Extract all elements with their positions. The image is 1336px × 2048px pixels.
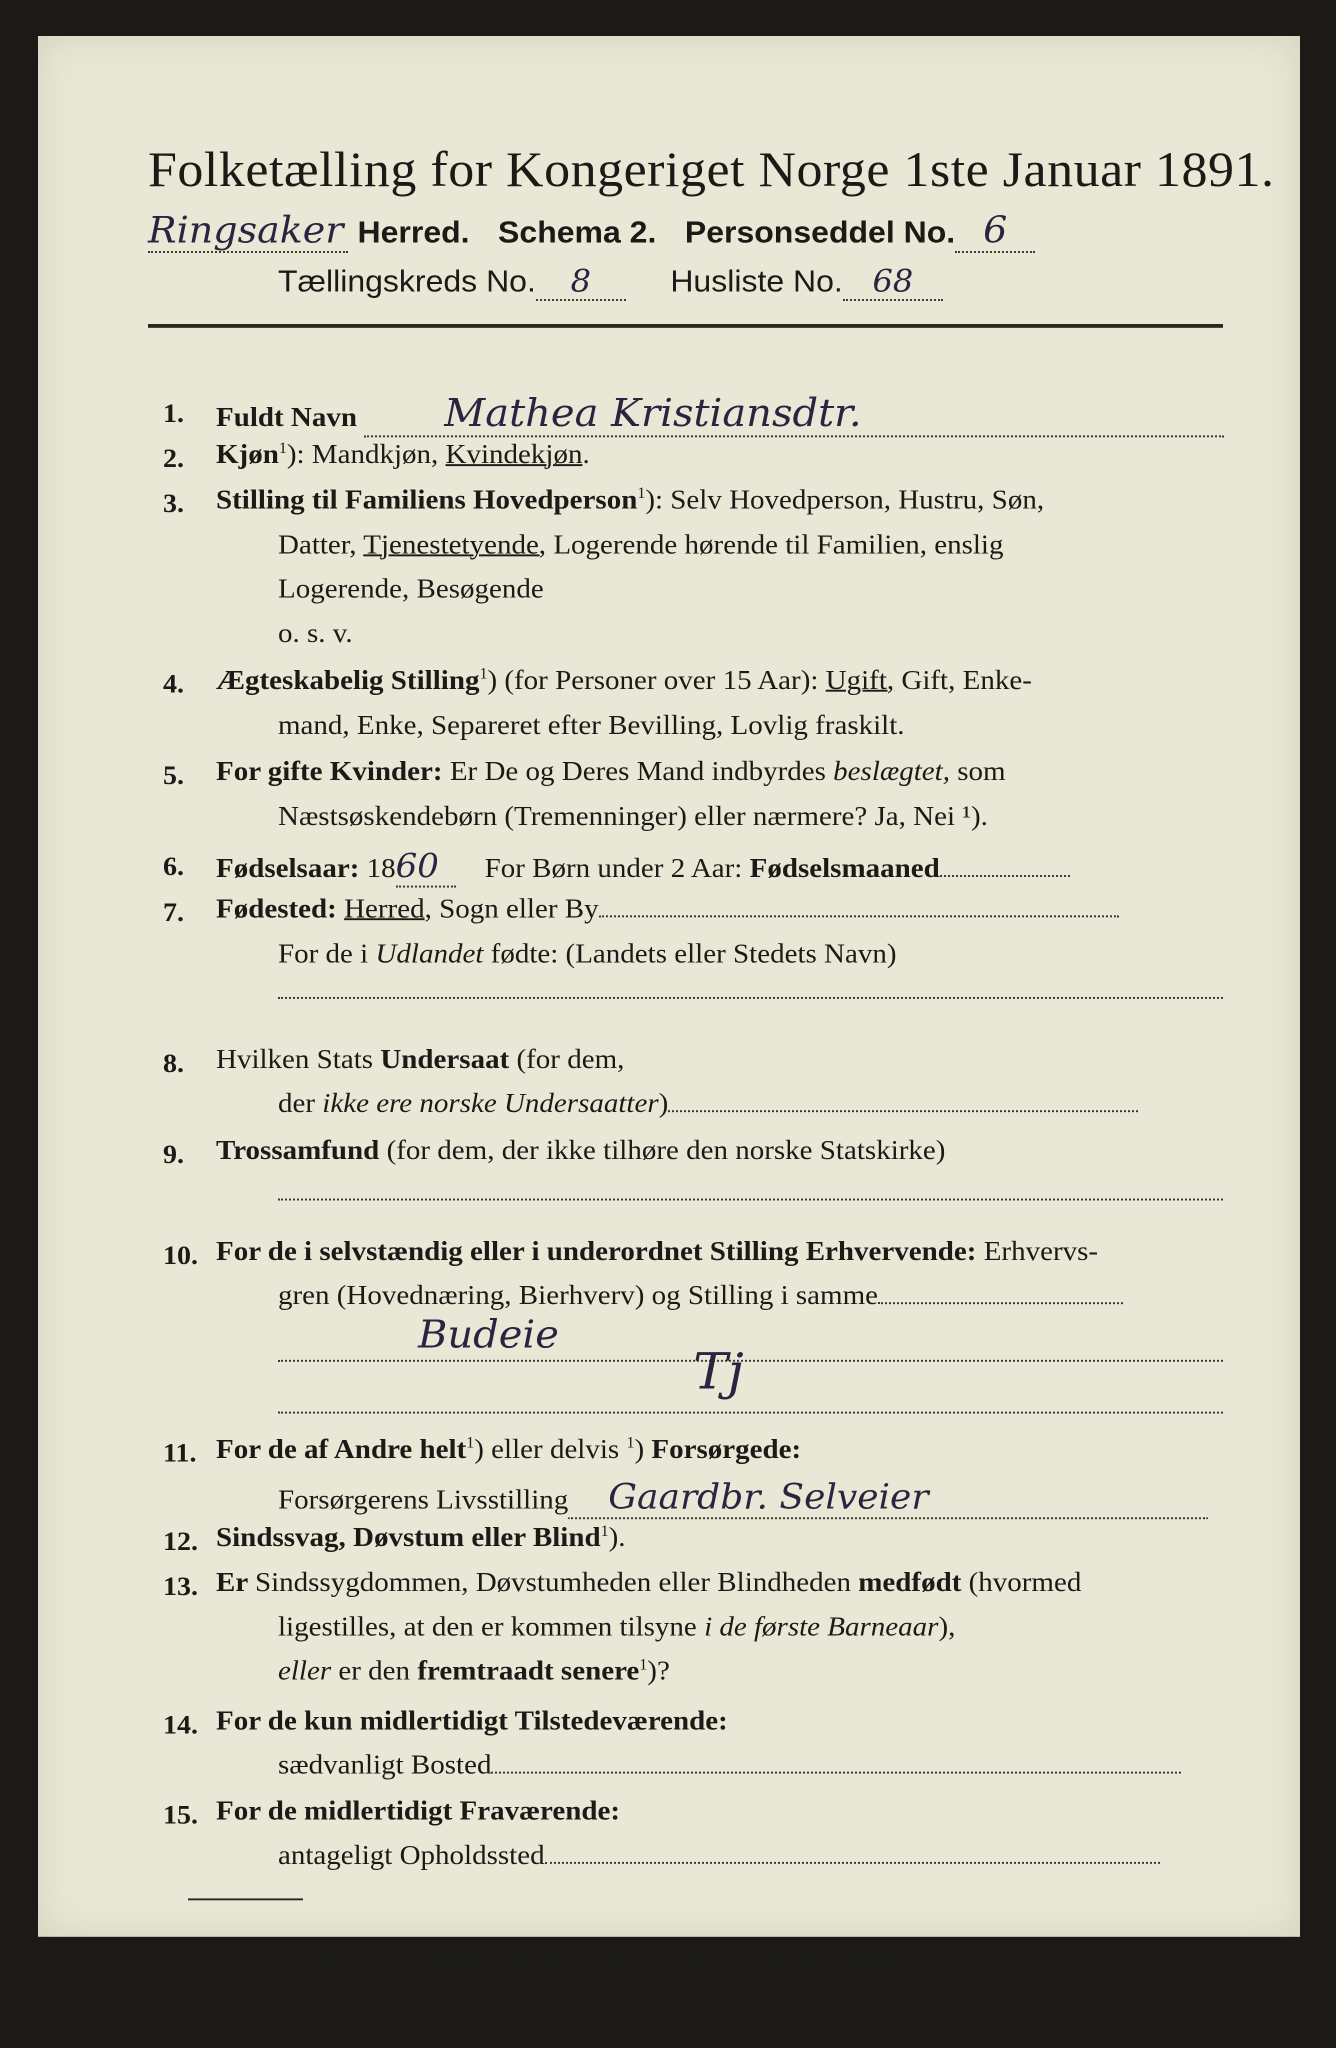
item-13-text-1c: (hvormed <box>961 1567 1082 1598</box>
item-4-text-1a: ) (for Personer over 15 Aar): <box>487 664 826 696</box>
item-14-line-2 <box>278 1750 1181 1782</box>
birth-year-value: 60 <box>396 847 456 887</box>
occupation-value-2: Tj <box>693 1343 744 1402</box>
item-13-label: Er <box>216 1567 255 1598</box>
item-11-number: 11. <box>163 1438 197 1469</box>
herred-value: Ringsaker <box>148 209 348 253</box>
item-2-text-b: . <box>582 439 590 470</box>
item-11-label: For de af Andre helt <box>216 1433 467 1465</box>
item-4-line-1: Ægteskabelig Stilling$^1$) (for Personer over 15 Aar): Ugift, Gift, Enke- <box>216 664 1032 696</box>
item-13-text-2b: ), <box>938 1611 956 1643</box>
item-5-text-1b: som <box>949 756 1006 787</box>
schema-label: Schema 2. <box>498 214 657 250</box>
item-13-text-3c: )? <box>647 1655 670 1687</box>
item-7-italic: Udlandet <box>375 938 484 970</box>
header-rule <box>148 324 1223 328</box>
provider-occupation-value: Gaardbr. Selveier <box>568 1478 1208 1519</box>
item-4-underlined: Ugift, <box>825 664 895 696</box>
full-name-value: Mathea Kristiansdtr. <box>364 391 1224 437</box>
item-6 <box>216 847 1070 887</box>
census-form <box>38 36 1300 1937</box>
item-9-blank-line <box>278 1198 1223 1201</box>
item-11-line-2 <box>278 1478 1208 1519</box>
item-13-text-3a: er den <box>331 1655 418 1687</box>
item-1-label: Fuldt Navn <box>216 401 358 433</box>
item-9-line-1 <box>216 1135 945 1167</box>
item-7-underlined: Herred <box>344 893 425 924</box>
item-15-number: 15. <box>163 1800 198 1831</box>
item-7-blank-line <box>278 996 1223 999</box>
item-13-text-1b: medfødt <box>858 1567 962 1598</box>
item-12: Sindssvag, Døvstum eller Blind$^1$). <box>216 1522 626 1553</box>
item-13-number: 13. <box>163 1572 198 1602</box>
item-5-number: 5. <box>163 760 184 791</box>
occupation-value: Budeie <box>418 1312 559 1357</box>
item-6-text-b: Fødselsmaaned <box>749 852 940 884</box>
item-2-label: Kjøn <box>216 439 279 470</box>
item-2-text-a: ): Mandkjøn, <box>286 439 446 470</box>
item-5-line-2: Næstsøskendebørn (Tremenninger) eller nærmere? Ja, Nei ¹). <box>278 801 988 832</box>
item-8-italic: ikke ere norske Undersaatter <box>322 1088 659 1119</box>
item-7-number: 7. <box>163 898 184 928</box>
item-13-text-1a: Sindssygdommen, Døvstumheden eller Blindheden <box>254 1567 859 1598</box>
item-13-italic: i de første Barneaar <box>704 1611 939 1643</box>
item-3-line-4: o. s. v. <box>278 617 353 649</box>
item-3-underlined: Tjenestetyende, <box>363 529 547 561</box>
item-8-line-1 <box>216 1044 624 1076</box>
husliste-value: 68 <box>843 263 943 301</box>
item-14-line-1 <box>216 1705 728 1737</box>
item-1 <box>216 391 1224 437</box>
item-12-number: 12. <box>163 1526 198 1557</box>
item-7-line-2 <box>278 938 897 970</box>
item-7-line-1 <box>216 893 1119 925</box>
personseddel-label: Personseddel No. <box>684 214 956 250</box>
item-8-label-bold: Undersaat <box>380 1044 510 1075</box>
item-13-line-3: eller er den fremtraadt senere$^1$)? <box>278 1655 670 1687</box>
herred-label: Herred. <box>357 214 470 250</box>
item-3-line-3: Logerende, Besøgende <box>278 573 544 605</box>
item-1-number: 1. <box>163 398 184 429</box>
item-12-text: ). <box>608 1522 626 1553</box>
item-13-line-1 <box>216 1567 1081 1599</box>
item-4-text-1b: Gift, Enke- <box>894 664 1032 696</box>
item-10-number: 10. <box>163 1240 198 1271</box>
footnote: ¹) De for hvert Tilfælde passende Ord understreges. <box>225 1940 904 1971</box>
item-10-dots <box>878 1301 1123 1304</box>
item-7-dots <box>599 914 1119 917</box>
item-9-text-1b: (for dem, der ikke tilhøre den norske Statskirke) <box>379 1135 946 1166</box>
item-3-text-1: ): Selv Hovedperson, Hustru, Søn, <box>645 484 1045 516</box>
item-10-blank-line-1 <box>278 1359 1223 1362</box>
item-10-label-bold: Erhvervende: <box>805 1236 977 1267</box>
item-14-number: 14. <box>163 1710 198 1740</box>
herred-line <box>148 209 1035 253</box>
item-5-text-1a: Er De og Deres Mand indbyrdes <box>442 756 834 787</box>
item-7-text-2a: For de i <box>278 938 376 970</box>
item-2-underlined: Kvindekjøn <box>445 439 583 470</box>
item-11-line-1: For de af Andre helt$^1$) eller delvis $^1$) Forsørgede: <box>216 1433 802 1465</box>
item-2-number: 2. <box>163 444 184 474</box>
item-15-line-1 <box>216 1796 620 1828</box>
item-3-text-2a: Datter, <box>278 529 364 561</box>
item-10-text-2: gren (Hovednæring, Bierhverv) og Stilling i samme <box>278 1280 879 1311</box>
item-5-italic: beslægtet, <box>833 756 950 787</box>
item-7-text-2b: fødte: (Landets eller Stedets Navn) <box>483 938 897 970</box>
item-13-text-3b: fremtraadt senere <box>417 1655 640 1687</box>
item-3-label: Stilling til Familiens Hovedperson <box>216 484 638 516</box>
item-3-line-2 <box>278 529 1004 561</box>
personseddel-value: 6 <box>955 209 1035 253</box>
item-4-number: 4. <box>163 669 184 700</box>
item-9-label: Trossamfund <box>216 1135 380 1166</box>
item-13-line-2 <box>278 1611 955 1643</box>
item-8-text-1b: (for dem, <box>509 1044 625 1075</box>
item-5-label: For gifte Kvinder: <box>216 756 443 787</box>
kreds-line <box>278 263 943 301</box>
item-8-label: Hvilken Stats <box>216 1044 381 1075</box>
item-4-label: Ægteskabelig Stilling <box>216 664 480 696</box>
item-10-label: For de i selvstændig eller i underordnet Stilling <box>216 1236 806 1267</box>
item-15-text-2: antageligt Opholdssted <box>278 1839 545 1871</box>
item-6-text-a: For Børn under 2 Aar: <box>484 852 750 884</box>
item-8-line-2 <box>278 1088 1138 1120</box>
item-11-text-1b: ) <box>634 1433 652 1465</box>
item-6-dots <box>940 874 1070 877</box>
item-11-text-1a: ) eller delvis <box>474 1433 627 1465</box>
item-3-line-1: Stilling til Familiens Hovedperson$^1$): Selv Hovedperson, Hustru, Søn, <box>216 484 1045 516</box>
item-13-italic-2: eller <box>278 1655 332 1687</box>
kreds-value: 8 <box>536 263 626 301</box>
item-8-dots <box>668 1109 1138 1112</box>
item-14-label: For de kun midlertidigt Tilstedeværende: <box>216 1705 728 1737</box>
footnote-rule <box>188 1898 303 1900</box>
item-8-number: 8. <box>163 1048 184 1079</box>
birth-year-prefix: 18 <box>366 852 396 884</box>
item-3-number: 3. <box>163 489 184 519</box>
item-3-text-2b: Logerende hørende til Familien, enslig <box>546 529 1004 561</box>
item-12-label: Sindssvag, Døvstum eller Blind <box>216 1522 601 1553</box>
item-5-line-1 <box>216 756 1006 788</box>
item-13-text-2a: ligestilles, at den er kommen tilsyne <box>278 1611 705 1643</box>
item-2 <box>216 439 590 471</box>
item-8-text-2a: der <box>278 1088 323 1119</box>
husliste-label: Husliste No. <box>670 263 843 299</box>
item-10-text-1b: Erhvervs- <box>976 1236 1099 1267</box>
item-8-text-2b: ) <box>658 1088 669 1119</box>
item-10-line-1 <box>216 1236 1098 1268</box>
item-15-dots <box>545 1861 1160 1864</box>
item-7-label: Fødested: <box>216 893 337 924</box>
item-10-blank-line-2 <box>278 1411 1223 1414</box>
form-title: Folketælling for Kongeriget Norge 1ste Januar 1891. <box>148 142 1275 198</box>
item-6-label: Fødselsaar: <box>216 852 360 884</box>
item-7-text-1b: , Sogn eller By <box>424 893 599 924</box>
item-14-text-2: sædvanligt Bosted <box>278 1749 492 1781</box>
item-10-line-2 <box>278 1280 1123 1312</box>
item-15-label: For de midlertidigt Fraværende: <box>216 1795 621 1827</box>
item-11-text-2: Forsørgerens Livsstilling <box>278 1484 569 1516</box>
item-9-number: 9. <box>163 1140 184 1170</box>
kreds-label: Tællingskreds No. <box>278 263 536 299</box>
item-4-line-2: mand, Enke, Separeret efter Bevilling, Lovlig fraskilt. <box>278 709 905 741</box>
item-15-line-2 <box>278 1840 1160 1872</box>
item-11-text-1c: Forsørgede: <box>651 1433 802 1465</box>
item-6-number: 6. <box>163 852 184 882</box>
item-14-dots <box>491 1771 1181 1774</box>
item-2-sup: 1 <box>278 440 287 457</box>
